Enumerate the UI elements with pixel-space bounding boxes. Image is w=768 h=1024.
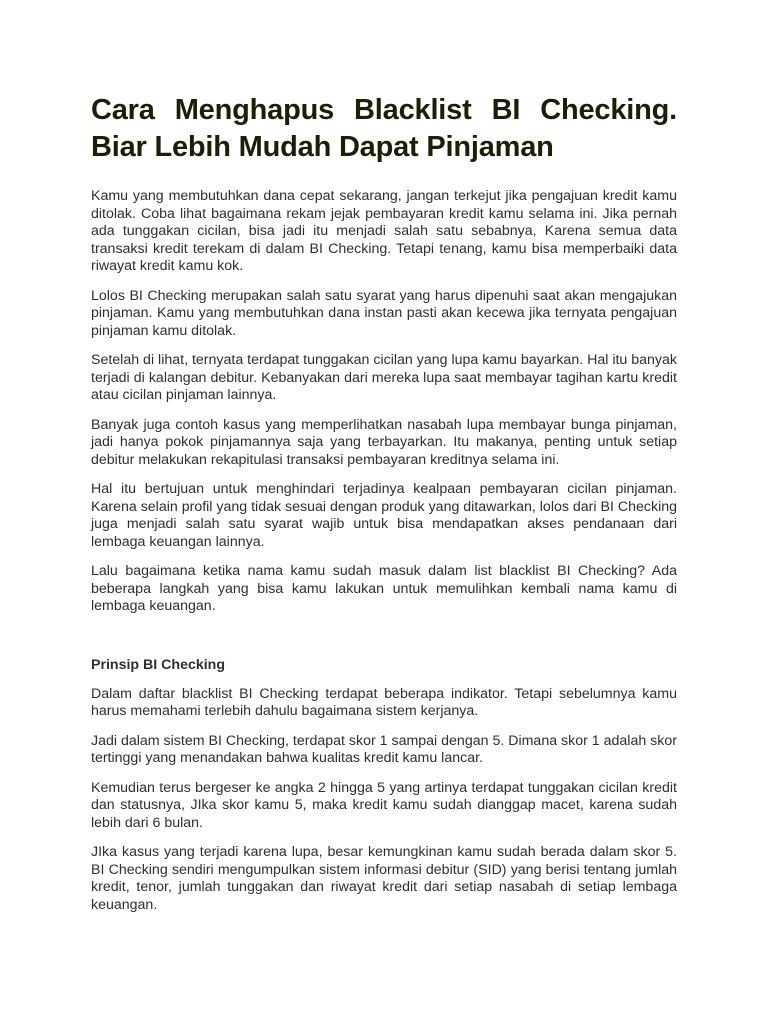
paragraph-section-2: Jadi dalam sistem BI Checking, terdapat skor 1 sampai dengan 5. Dimana skor 1 adalah skor tertinggi yang menandakan bahwa kualitas kredit kamu lancar. [91,732,677,766]
paragraph-section-3: Kemudian terus bergeser ke angka 2 hingga 5 yang artinya terdapat tunggakan cicilan kredit dan statusnya, JIka skor kamu 5, maka kredit kamu sudah dianggap macet, karena sudah lebih dari 6 bulan. [91,779,677,831]
paragraph-intro-3: Setelah di lihat, ternyata terdapat tunggakan cicilan yang lupa kamu bayarkan. Hal itu banyak terjadi di kalangan debitur. Kebanyakan dari mereka lupa saat membayar tagihan kartu kredit atau cicilan pinjaman lainnya. [91,352,677,403]
section-heading: Prinsip BI Checking [91,656,226,673]
paragraph-intro-1: Kamu yang membutuhkan dana cepat sekarang, jangan terkejut jika pengajuan kredit kamu ditolak. Coba lihat bagaimana rekam jejak pembayaran kredit kamu selama ini. Jika pernah ada tunggakan cicilan, bisa jadi itu menjadi salah satu sebabnya, Karena semua data transaksi kredit terekam di dalam BI Checking. Tetapi tenang, kamu bisa memperbaiki data riwayat kredit kamu kok. [91,188,677,274]
paragraph-intro-4: Banyak juga contoh kasus yang memperlihatkan nasabah lupa membayar bunga pinjaman, jadi hanya pokok pinjamannya saja yang terbayarkan. Itu makanya, penting untuk setiap debitur melakukan rekapitulasi transaksi pembayaran kreditnya selama ini. [91,416,677,468]
paragraph-intro-2: Lolos BI Checking merupakan salah satu syarat yang harus dipenuhi saat akan mengajukan pinjaman. Kamu yang membutuhkan dana instan pasti akan kecewa jika ternyata pengajuan pinjaman kamu ditolak. [91,287,677,339]
paragraph-intro-6: Lalu bagaimana ketika nama kamu sudah masuk dalam list blacklist BI Checking? Ada beberapa langkah yang bisa kamu lakukan untuk memulihkan kembali nama kamu di lembaga keuangan. [91,563,677,614]
article-title: Cara Menghapus Blacklist BI Checking. Biar Lebih Mudah Dapat Pinjaman [91,94,677,163]
paragraph-section-4: JIka kasus yang terjadi karena lupa, besar kemungkinan kamu sudah berada dalam skor 5. BI Checking sendiri mengumpulkan sistem informasi debitur (SID) yang berisi tentang jumlah kredit, tenor, jumlah tunggakan dan riwayat kredit dari setiap nasabah di setiap lembaga keuangan. [91,844,677,913]
paragraph-intro-5: Hal itu bertujuan untuk menghindari terjadinya kealpaan pembayaran cicilan pinjaman. Karena selain profil yang tidak sesuai dengan produk yang ditawarkan, lolos dari BI Checking juga menjadi salah satu syarat wajib untuk bisa mendapatkan akses pendanaan dari lembaga keuangan lainnya. [91,481,677,550]
paragraph-section-1: Dalam daftar blacklist BI Checking terdapat beberapa indikator. Tetapi sebelumnya kamu harus memahami terlebih dahulu bagaimana sistem kerjanya. [91,685,677,719]
